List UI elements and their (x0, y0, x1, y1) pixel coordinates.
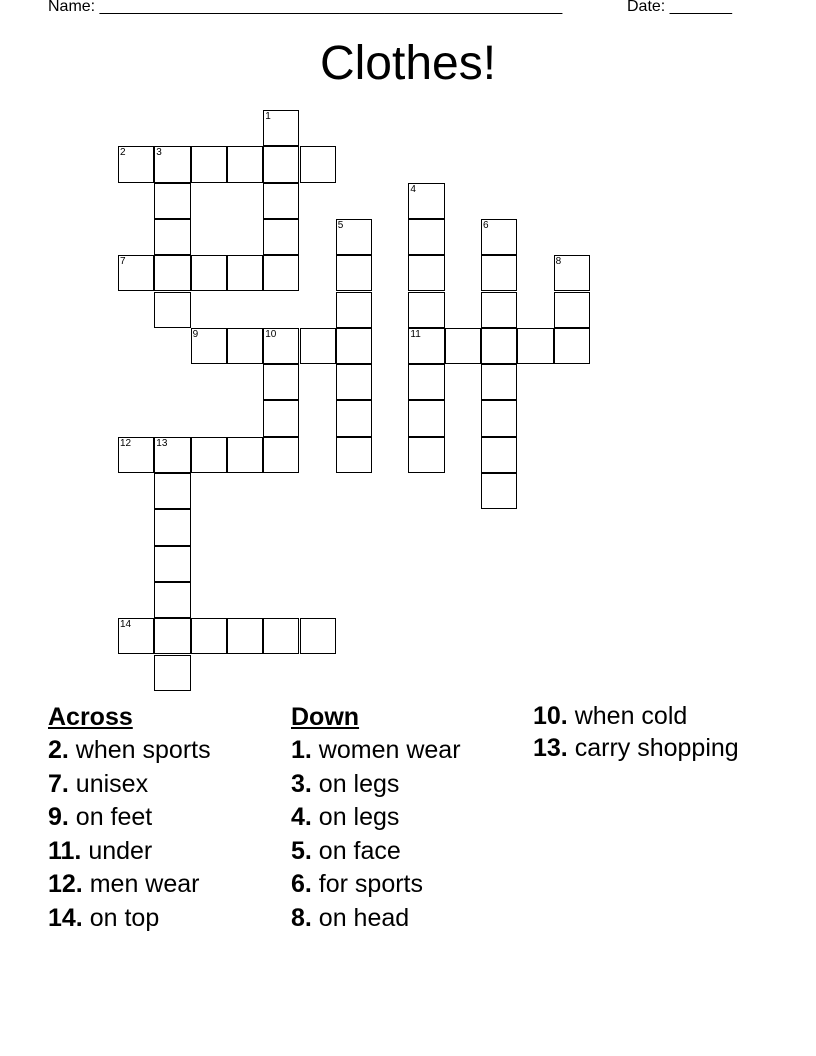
across-heading: Across (48, 703, 133, 731)
date-field-line: Date: _______ (627, 0, 732, 15)
grid-cell[interactable] (227, 437, 263, 473)
grid-cell[interactable] (154, 473, 190, 509)
grid-cell[interactable] (118, 146, 154, 182)
grid-cell[interactable] (263, 110, 299, 146)
grid-cell[interactable] (227, 328, 263, 364)
grid-cell[interactable] (263, 364, 299, 400)
grid-cell[interactable] (481, 219, 517, 255)
cell-number: 11 (410, 328, 421, 340)
grid-cell[interactable] (118, 255, 154, 291)
cell-number: 4 (410, 183, 416, 195)
grid-cell[interactable] (263, 437, 299, 473)
clue-across-2: 2. when sports (48, 736, 211, 764)
grid-cell[interactable] (263, 255, 299, 291)
cell-number: 10 (265, 328, 277, 340)
grid-cell[interactable] (336, 292, 372, 328)
grid-cell[interactable] (154, 183, 190, 219)
grid-cell[interactable] (554, 292, 590, 328)
clue-across-12: 12. men wear (48, 870, 200, 898)
grid-cell[interactable] (336, 328, 372, 364)
grid-cell[interactable] (481, 328, 517, 364)
down-clues (291, 700, 521, 935)
clue-down-10: 10. when cold (533, 702, 688, 730)
grid-cell[interactable] (408, 292, 444, 328)
grid-cell[interactable] (481, 400, 517, 436)
grid-cell[interactable] (118, 618, 154, 654)
grid-cell[interactable] (154, 655, 190, 691)
grid-cell[interactable] (263, 400, 299, 436)
grid-cell[interactable] (481, 364, 517, 400)
cell-number: 3 (156, 147, 162, 159)
grid-cell[interactable] (336, 400, 372, 436)
clue-across-14: 14. on top (48, 903, 160, 932)
grid-cell[interactable] (408, 219, 444, 255)
grid-cell[interactable] (300, 146, 336, 182)
clue-down-6: 6. for sports (291, 870, 424, 898)
grid-cell[interactable] (408, 255, 444, 291)
down-heading: Down (291, 703, 360, 731)
grid-cell[interactable] (263, 146, 299, 182)
grid-cell[interactable] (154, 437, 190, 473)
grid-cell[interactable] (154, 146, 190, 182)
grid-cell[interactable] (481, 437, 517, 473)
grid-cell[interactable] (263, 328, 299, 364)
clue-down-1: 1. women wear (291, 736, 461, 764)
cell-number: 8 (555, 256, 562, 268)
clue-down-8: 8. on head (291, 903, 410, 932)
grid-cell[interactable] (191, 255, 227, 291)
grid-cell[interactable] (408, 437, 444, 473)
grid-cell[interactable] (300, 618, 336, 654)
grid-cell[interactable] (263, 183, 299, 219)
grid-cell[interactable] (154, 292, 190, 328)
clue-across-7: 7. unisex (48, 769, 149, 798)
cell-number: 9 (192, 328, 199, 340)
grid-cell[interactable] (408, 328, 444, 364)
grid-cell[interactable] (300, 328, 336, 364)
across-clues (48, 700, 278, 935)
cell-number: 14 (120, 619, 132, 631)
grid-cell[interactable] (554, 328, 590, 364)
grid-cell[interactable] (408, 400, 444, 436)
cell-number: 5 (337, 219, 344, 231)
grid-cell[interactable] (336, 437, 372, 473)
cell-number: 6 (483, 219, 489, 231)
grid-cell[interactable] (408, 183, 444, 219)
name-field-line: Name: ____________________________________________________ (48, 0, 563, 15)
grid-cell[interactable] (336, 364, 372, 400)
grid-cell[interactable] (227, 255, 263, 291)
grid-cell[interactable] (227, 146, 263, 182)
grid-cell[interactable] (481, 255, 517, 291)
grid-cell[interactable] (154, 255, 190, 291)
clue-down-3: 3. on legs (291, 769, 400, 798)
grid-cell[interactable] (336, 219, 372, 255)
grid-cell[interactable] (408, 364, 444, 400)
clue-down-13: 13. carry shopping (533, 733, 739, 762)
grid-cell[interactable] (154, 618, 190, 654)
grid-cell[interactable] (336, 255, 372, 291)
grid-cell[interactable] (191, 618, 227, 654)
clue-across-9: 9. on feet (48, 803, 153, 831)
grid-cell[interactable] (445, 328, 481, 364)
clue-down-4: 4. on legs (291, 803, 400, 831)
grid-cell[interactable] (154, 219, 190, 255)
grid-cell[interactable] (154, 546, 190, 582)
grid-cell[interactable] (118, 437, 154, 473)
grid-cell[interactable] (481, 473, 517, 509)
down-clues-continued (533, 700, 773, 762)
cell-number: 2 (120, 147, 126, 159)
grid-cell[interactable] (554, 255, 590, 291)
grid-cell[interactable] (263, 219, 299, 255)
grid-cell[interactable] (517, 328, 553, 364)
grid-cell[interactable] (191, 146, 227, 182)
clue-down-5: 5. on face (291, 836, 401, 865)
grid-cell[interactable] (191, 328, 227, 364)
page-title: Clothes! (319, 37, 497, 90)
grid-cell[interactable] (481, 292, 517, 328)
clue-across-11: 11. under (48, 836, 153, 865)
grid-cell[interactable] (227, 618, 263, 654)
grid-cell[interactable] (263, 618, 299, 654)
cell-number: 12 (120, 437, 132, 449)
grid-cell[interactable] (154, 582, 190, 618)
grid-cell[interactable] (191, 437, 227, 473)
cell-number: 13 (156, 437, 168, 449)
cell-number: 1 (265, 111, 271, 122)
cell-number: 7 (120, 256, 126, 268)
grid-cell[interactable] (154, 509, 190, 545)
